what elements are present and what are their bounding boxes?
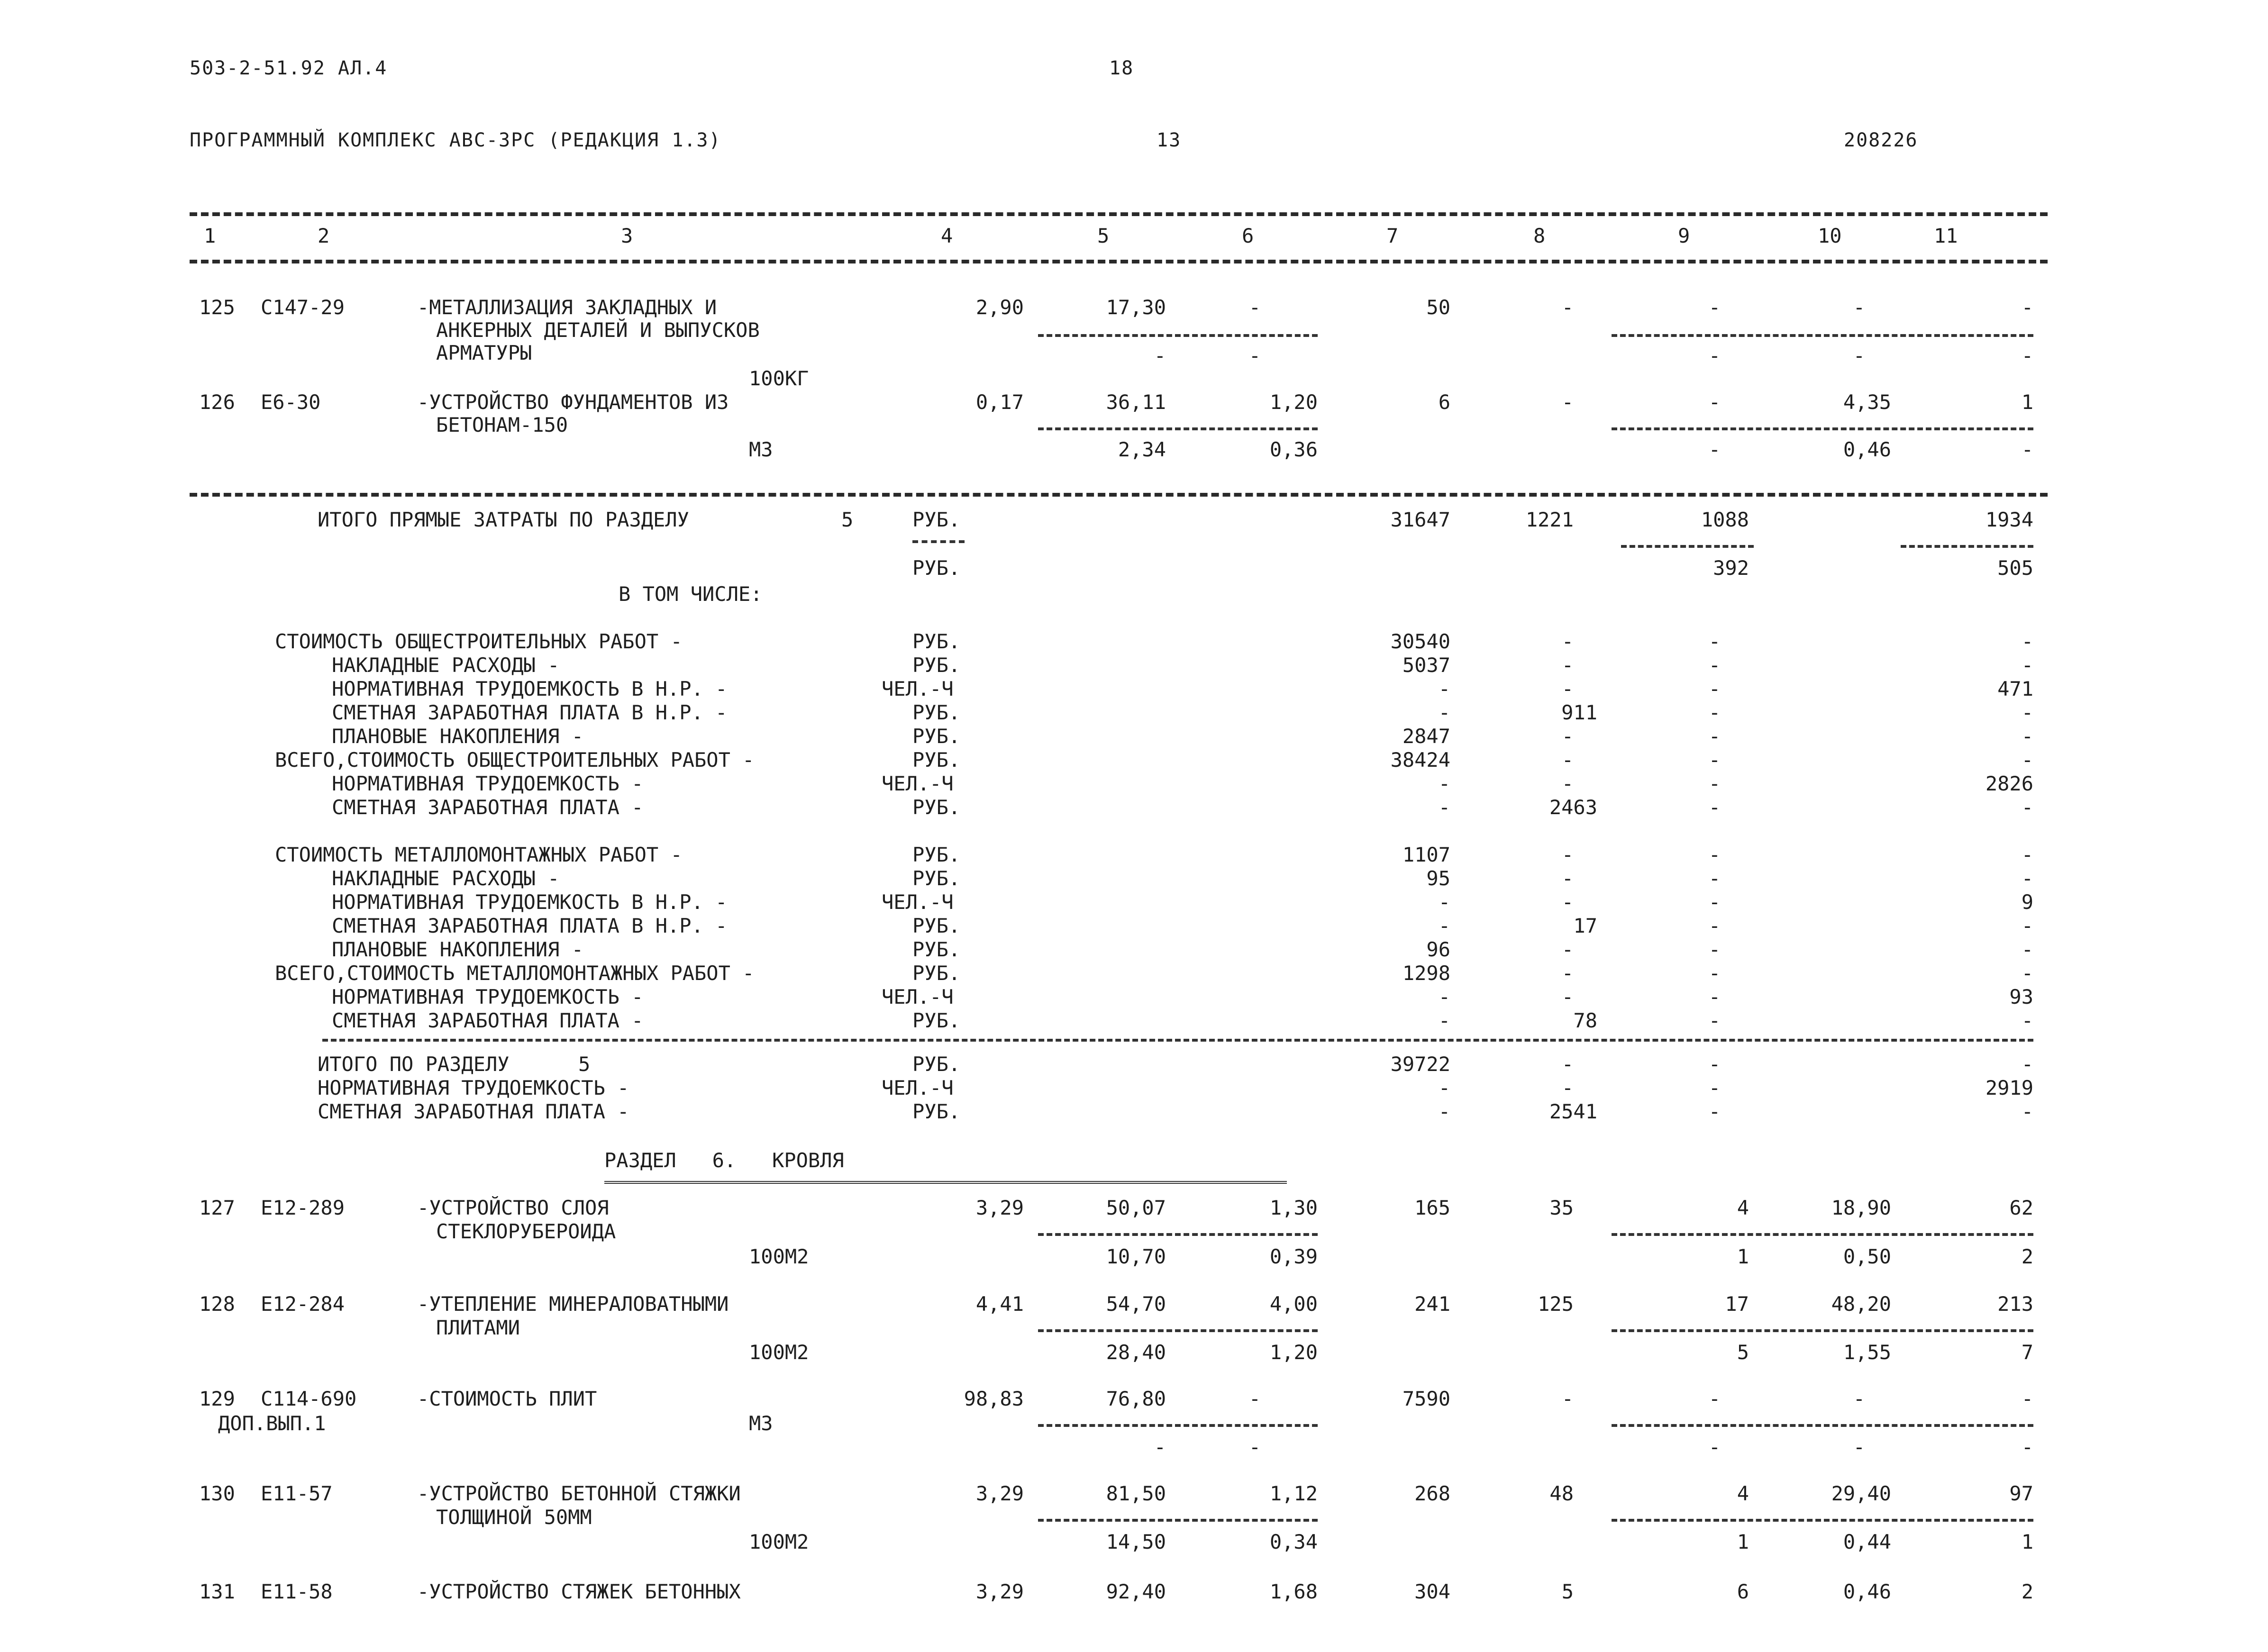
- cell-c6: 1,68: [1269, 1580, 1318, 1603]
- sheet-number: 13: [1157, 129, 1182, 151]
- line-c7: 30540: [1390, 630, 1450, 653]
- cell-c10-sub: -: [1853, 1435, 1865, 1459]
- line-c9: -: [1708, 630, 1721, 653]
- line-label: ВСЕГО,СТОИМОСТЬ ОБЩЕСТРОИТЕЛЬНЫХ РАБОТ -: [275, 748, 755, 772]
- cell-c7: 6: [1438, 390, 1450, 414]
- total-c7: 31647: [1390, 508, 1450, 531]
- cell-c6: 1,20: [1269, 390, 1318, 414]
- line-c9: -: [1708, 701, 1721, 724]
- column-header: 2: [318, 224, 330, 247]
- cell-c4: 3,29: [975, 1580, 1024, 1603]
- cell-c7: 241: [1414, 1292, 1450, 1316]
- line-c11: -: [2021, 1053, 2033, 1076]
- row-code-note: ДОП.ВЫП.1: [218, 1412, 326, 1435]
- section-6-underline: [604, 1181, 1287, 1184]
- page-number: 18: [1109, 57, 1134, 79]
- row-code: Е11-57: [261, 1482, 333, 1505]
- line-label: НАКЛАДНЫЕ РАСХОДЫ -: [332, 654, 560, 677]
- line-unit: РУБ.: [912, 796, 961, 819]
- cell-c10: 0,46: [1843, 1580, 1891, 1603]
- line-c9: -: [1708, 867, 1721, 890]
- row-name: -УСТРОЙСТВО БЕТОННОЙ СТЯЖКИ: [417, 1482, 741, 1505]
- line-c9: -: [1708, 843, 1721, 866]
- cell-c5: 17,30: [1106, 296, 1166, 319]
- row-name: -УСТРОЙСТВО СЛОЯ: [417, 1196, 609, 1219]
- divider: [1038, 427, 1318, 430]
- cell-c9: 6: [1737, 1580, 1749, 1603]
- total-c11: 1934: [1985, 508, 2033, 531]
- cell-c8: 5: [1561, 1580, 1574, 1603]
- row-unit: М3: [749, 438, 773, 461]
- row-code: Е6-30: [261, 390, 321, 414]
- divider: [912, 540, 965, 543]
- cell-c9: 4: [1737, 1482, 1749, 1505]
- line-unit: РУБ.: [912, 843, 961, 866]
- cell-c5: 76,80: [1106, 1387, 1166, 1410]
- line-unit: ЧЕЛ.-Ч: [882, 772, 954, 795]
- section-rule: [190, 493, 2048, 497]
- section-6-title: РАЗДЕЛ 6. КРОВЛЯ: [604, 1149, 844, 1172]
- column-header: 6: [1242, 224, 1254, 247]
- column-header: 1: [204, 224, 216, 247]
- cell-c6: -: [1248, 296, 1261, 319]
- divider: [1612, 1329, 2033, 1332]
- line-c7: -: [1438, 701, 1450, 724]
- line-c9: -: [1708, 962, 1721, 985]
- cell-c11-sub: 7: [2021, 1341, 2033, 1364]
- line-unit: ЧЕЛ.-Ч: [882, 1076, 954, 1099]
- line-unit: РУБ.: [912, 725, 961, 748]
- line-c8: -: [1561, 725, 1574, 748]
- column-header: 3: [621, 224, 633, 247]
- cell-c9: -: [1708, 390, 1721, 414]
- cell-c4: 2,90: [975, 296, 1024, 319]
- cell-c11: 1: [2021, 390, 2033, 414]
- line-c7: 5037: [1402, 654, 1450, 677]
- total-section: 5: [841, 508, 854, 531]
- line-c7: -: [1438, 772, 1450, 795]
- row-unit: М3: [749, 1412, 773, 1435]
- line-c8: -: [1561, 748, 1574, 772]
- line-c7: -: [1438, 914, 1450, 937]
- line-c8: 78: [1573, 1009, 1597, 1032]
- line-c8: -: [1561, 772, 1574, 795]
- line-label: НОРМАТИВНАЯ ТРУДОЕМКОСТЬ -: [332, 772, 644, 795]
- line-label: ИТОГО ПО РАЗДЕЛУ: [318, 1053, 510, 1076]
- column-header: 4: [941, 224, 953, 247]
- line-c7: -: [1438, 1100, 1450, 1123]
- cell-c10: -: [1853, 1387, 1865, 1410]
- column-header: 11: [1934, 224, 1958, 247]
- line-c11: -: [2021, 1009, 2033, 1032]
- line-unit: РУБ.: [912, 867, 961, 890]
- line-label: СМЕТНАЯ ЗАРАБОТНАЯ ПЛАТА -: [332, 796, 644, 819]
- line-unit: РУБ.: [912, 630, 961, 653]
- cell-c11: -: [2021, 296, 2033, 319]
- cell-c9: 4: [1737, 1196, 1749, 1219]
- cell-c5: 50,07: [1106, 1196, 1166, 1219]
- line-c11: 471: [1997, 677, 2033, 700]
- row-unit: 100М2: [749, 1530, 809, 1553]
- line-c9: -: [1708, 890, 1721, 914]
- cell-c5-sub: 14,50: [1106, 1530, 1166, 1553]
- line-c8: -: [1561, 677, 1574, 700]
- row-number: 126: [199, 390, 235, 414]
- line-c9: -: [1708, 748, 1721, 772]
- row-number: 127: [199, 1196, 235, 1219]
- line-c7: -: [1438, 1076, 1450, 1099]
- cell-c7: 304: [1414, 1580, 1450, 1603]
- cell-c11-sub: 2: [2021, 1245, 2033, 1268]
- line-c11: -: [2021, 938, 2033, 961]
- row-code: С114-690: [261, 1387, 357, 1410]
- row-name: АРМАТУРЫ: [436, 341, 532, 364]
- row-number: 131: [199, 1580, 235, 1603]
- cell-c6-sub: 0,36: [1269, 438, 1318, 461]
- cell-c9: -: [1708, 296, 1721, 319]
- line-label: НОРМАТИВНАЯ ТРУДОЕМКОСТЬ -: [332, 985, 644, 1008]
- line-c11: -: [2021, 725, 2033, 748]
- total-unit: РУБ.: [912, 508, 961, 531]
- program-title: ПРОГРАММНЫЙ КОМПЛЕКС АВС-3РС (РЕДАКЦИЯ 1.3): [190, 129, 721, 151]
- cell-c10: 48,20: [1831, 1292, 1891, 1316]
- cell-c4: 4,41: [975, 1292, 1024, 1316]
- line-c9: -: [1708, 985, 1721, 1008]
- column-header: 9: [1678, 224, 1690, 247]
- divider: [1038, 1233, 1318, 1236]
- cell-c11: 2: [2021, 1580, 2033, 1603]
- column-header: 5: [1097, 224, 1110, 247]
- line-unit: ЧЕЛ.-Ч: [882, 677, 954, 700]
- line-c9: -: [1708, 1009, 1721, 1032]
- row-name: -УСТРОЙСТВО СТЯЖЕК БЕТОННЫХ: [417, 1580, 741, 1603]
- row-code: Е12-284: [261, 1292, 345, 1316]
- row-name: АНКЕРНЫХ ДЕТАЛЕЙ И ВЫПУСКОВ: [436, 318, 760, 342]
- cell-c9-sub: -: [1708, 438, 1721, 461]
- divider: [1038, 334, 1318, 337]
- line-c11: -: [2021, 796, 2033, 819]
- line-c9: -: [1708, 725, 1721, 748]
- cell-c11: 97: [2009, 1482, 2033, 1505]
- line-c9: -: [1708, 796, 1721, 819]
- header-top-rule: [190, 212, 2048, 216]
- cell-c6: -: [1248, 1387, 1261, 1410]
- cell-c10-sub: 0,44: [1843, 1530, 1891, 1553]
- line-label: НАКЛАДНЫЕ РАСХОДЫ -: [332, 867, 560, 890]
- line-c8: -: [1561, 985, 1574, 1008]
- divider: [1612, 1424, 2033, 1427]
- cell-c5-sub: 2,34: [1118, 438, 1166, 461]
- line-c9: -: [1708, 1076, 1721, 1099]
- column-header: 7: [1386, 224, 1399, 247]
- line-unit: РУБ.: [912, 748, 961, 772]
- row-code: С147-29: [261, 296, 345, 319]
- column-header: 8: [1533, 224, 1546, 247]
- line-label: НОРМАТИВНАЯ ТРУДОЕМКОСТЬ В Н.Р. -: [332, 677, 728, 700]
- line-c8: -: [1561, 654, 1574, 677]
- row-name: ПЛИТАМИ: [436, 1316, 520, 1339]
- cell-c7: 7590: [1402, 1387, 1450, 1410]
- divider: [1038, 1329, 1318, 1332]
- line-label: ПЛАНОВЫЕ НАКОПЛЕНИЯ -: [332, 725, 584, 748]
- row-code: Е11-58: [261, 1580, 333, 1603]
- line-label: СТОИМОСТЬ ОБЩЕСТРОИТЕЛЬНЫХ РАБОТ -: [275, 630, 683, 653]
- cell-c6: 4,00: [1269, 1292, 1318, 1316]
- divider: [1612, 334, 2033, 337]
- header-bottom-rule: [190, 260, 2048, 263]
- cell-c11-sub: -: [2021, 344, 2033, 367]
- cell-c8: 48: [1549, 1482, 1574, 1505]
- row-code: Е12-289: [261, 1196, 345, 1219]
- line-unit: РУБ.: [912, 654, 961, 677]
- line-c11: 93: [2009, 985, 2033, 1008]
- total-c11-sub: 505: [1997, 556, 2033, 580]
- row-number: 130: [199, 1482, 235, 1505]
- cell-c5-sub: 10,70: [1106, 1245, 1166, 1268]
- line-unit: РУБ.: [912, 701, 961, 724]
- line-c7: 1298: [1402, 962, 1450, 985]
- total-c9-sub: 392: [1713, 556, 1749, 580]
- cell-c10-sub: -: [1853, 344, 1865, 367]
- row-number: 125: [199, 296, 235, 319]
- cell-c6-sub: 1,20: [1269, 1341, 1318, 1364]
- cell-c6-sub: -: [1248, 344, 1261, 367]
- line-label: СМЕТНАЯ ЗАРАБОТНАЯ ПЛАТА -: [318, 1100, 629, 1123]
- line-c8: -: [1561, 1076, 1574, 1099]
- cell-c10-sub: 0,50: [1843, 1245, 1891, 1268]
- divider: [1621, 545, 1754, 548]
- line-c11: -: [2021, 914, 2033, 937]
- line-c11: -: [2021, 962, 2033, 985]
- line-c11: -: [2021, 630, 2033, 653]
- cell-c9-sub: 5: [1737, 1341, 1749, 1364]
- line-label: СМЕТНАЯ ЗАРАБОТНАЯ ПЛАТА В Н.Р. -: [332, 701, 728, 724]
- cell-c11: 213: [1997, 1292, 2033, 1316]
- cell-c11: -: [2021, 1387, 2033, 1410]
- line-label: СМЕТНАЯ ЗАРАБОТНАЯ ПЛАТА В Н.Р. -: [332, 914, 728, 937]
- total-label: ИТОГО ПРЯМЫЕ ЗАТРАТЫ ПО РАЗДЕЛУ: [318, 508, 689, 531]
- line-unit: РУБ.: [912, 938, 961, 961]
- row-unit: 100М2: [749, 1245, 809, 1268]
- line-c11: 2919: [1985, 1076, 2033, 1099]
- line-c7: -: [1438, 796, 1450, 819]
- cell-c6-sub: 0,39: [1269, 1245, 1318, 1268]
- row-name: -МЕТАЛЛИЗАЦИЯ ЗАКЛАДНЫХ И: [417, 296, 717, 319]
- row-name: -УСТРОЙСТВО ФУНДАМЕНТОВ ИЗ: [417, 390, 729, 414]
- line-c8: 2541: [1549, 1100, 1597, 1123]
- line-c8: -: [1561, 867, 1574, 890]
- including-label: В ТОМ ЧИСЛЕ:: [619, 582, 763, 606]
- cell-c5: 81,50: [1106, 1482, 1166, 1505]
- cell-c9: 17: [1725, 1292, 1749, 1316]
- cell-c10: 18,90: [1831, 1196, 1891, 1219]
- line-unit: ЧЕЛ.-Ч: [882, 890, 954, 914]
- line-unit: РУБ.: [912, 1009, 961, 1032]
- cell-c9-sub: -: [1708, 344, 1721, 367]
- cell-c11-sub: 1: [2021, 1530, 2033, 1553]
- line-c8: -: [1561, 630, 1574, 653]
- cell-c9-sub: -: [1708, 1435, 1721, 1459]
- line-c8: -: [1561, 962, 1574, 985]
- line-c7: 2847: [1402, 725, 1450, 748]
- line-c8: -: [1561, 890, 1574, 914]
- line-c7: -: [1438, 890, 1450, 914]
- cell-c9-sub: 1: [1737, 1245, 1749, 1268]
- line-c7: 1107: [1402, 843, 1450, 866]
- divider: [1038, 1519, 1318, 1522]
- line-c8: 911: [1561, 701, 1597, 724]
- section-total-rule: [322, 1039, 2033, 1042]
- divider: [1901, 545, 2033, 548]
- line-c9: -: [1708, 914, 1721, 937]
- row-unit: 100КГ: [749, 367, 809, 390]
- line-c7: -: [1438, 985, 1450, 1008]
- line-unit: ЧЕЛ.-Ч: [882, 985, 954, 1008]
- line-c7: 95: [1426, 867, 1450, 890]
- cell-c6-sub: 0,34: [1269, 1530, 1318, 1553]
- cell-c4: 3,29: [975, 1482, 1024, 1505]
- cell-c4: 0,17: [975, 390, 1024, 414]
- row-name: БЕТОНАМ-150: [436, 413, 568, 436]
- line-c9: -: [1708, 772, 1721, 795]
- cell-c7: 50: [1426, 296, 1450, 319]
- cell-c8: 35: [1549, 1196, 1574, 1219]
- row-name: СТЕКЛОРУБЕРОИДА: [436, 1220, 616, 1243]
- line-c8: 17: [1573, 914, 1597, 937]
- cell-c4: 98,83: [964, 1387, 1024, 1410]
- line-c8: 2463: [1549, 796, 1597, 819]
- line-unit: РУБ.: [912, 1100, 961, 1123]
- cell-c5-sub: 28,40: [1106, 1341, 1166, 1364]
- cell-c9-sub: 1: [1737, 1530, 1749, 1553]
- divider: [1612, 427, 2033, 430]
- line-c8: -: [1561, 938, 1574, 961]
- line-label: ВСЕГО,СТОИМОСТЬ МЕТАЛЛОМОНТАЖНЫХ РАБОТ -: [275, 962, 755, 985]
- document-code: 208226: [1844, 129, 1918, 151]
- line-c11: -: [2021, 654, 2033, 677]
- total-c9: 1088: [1701, 508, 1749, 531]
- cell-c6-sub: -: [1248, 1435, 1261, 1459]
- line-c7: 38424: [1390, 748, 1450, 772]
- divider: [1612, 1519, 2033, 1522]
- line-c11: -: [2021, 867, 2033, 890]
- line-unit: РУБ.: [912, 962, 961, 985]
- line-c11: -: [2021, 843, 2033, 866]
- cell-c11-sub: -: [2021, 438, 2033, 461]
- cell-c8: -: [1561, 390, 1574, 414]
- line-label: ПЛАНОВЫЕ НАКОПЛЕНИЯ -: [332, 938, 584, 961]
- row-name: ТОЛЩИНОЙ 50ММ: [436, 1506, 592, 1529]
- cell-c11-sub: -: [2021, 1435, 2033, 1459]
- cell-c9: -: [1708, 1387, 1721, 1410]
- cell-c6: 1,12: [1269, 1482, 1318, 1505]
- line-c7: 39722: [1390, 1053, 1450, 1076]
- row-number: 128: [199, 1292, 235, 1316]
- total-unit: РУБ.: [912, 556, 961, 580]
- line-label: НОРМАТИВНАЯ ТРУДОЕМКОСТЬ В Н.Р. -: [332, 890, 728, 914]
- line-c9: -: [1708, 654, 1721, 677]
- cell-c8: -: [1561, 296, 1574, 319]
- line-c11: -: [2021, 748, 2033, 772]
- cell-c10-sub: 1,55: [1843, 1341, 1891, 1364]
- line-c8: -: [1561, 843, 1574, 866]
- cell-c7: 165: [1414, 1196, 1450, 1219]
- row-unit: 100М2: [749, 1341, 809, 1364]
- line-unit: РУБ.: [912, 1053, 961, 1076]
- column-header: 10: [1818, 224, 1842, 247]
- divider: [1612, 1233, 2033, 1236]
- row-name: -УТЕПЛЕНИЕ МИНЕРАЛОВАТНЫМИ: [417, 1292, 729, 1316]
- cell-c5: 54,70: [1106, 1292, 1166, 1316]
- total-c8: 1221: [1525, 508, 1574, 531]
- divider: [1038, 1424, 1318, 1427]
- cell-c5: 92,40: [1106, 1580, 1166, 1603]
- doc-code: 503-2-51.92 АЛ.4: [190, 57, 388, 79]
- cell-c10: 4,35: [1843, 390, 1891, 414]
- cell-c10: -: [1853, 296, 1865, 319]
- line-c7: -: [1438, 677, 1450, 700]
- line-label: НОРМАТИВНАЯ ТРУДОЕМКОСТЬ -: [318, 1076, 629, 1099]
- line-c11: -: [2021, 1100, 2033, 1123]
- cell-c4: 3,29: [975, 1196, 1024, 1219]
- line-label: СТОИМОСТЬ МЕТАЛЛОМОНТАЖНЫХ РАБОТ -: [275, 843, 683, 866]
- line-c7: -: [1438, 1009, 1450, 1032]
- line-unit: РУБ.: [912, 914, 961, 937]
- line-c9: -: [1708, 938, 1721, 961]
- row-name: -СТОИМОСТЬ ПЛИТ: [417, 1387, 597, 1410]
- cell-c8: -: [1561, 1387, 1574, 1410]
- line-label: СМЕТНАЯ ЗАРАБОТНАЯ ПЛАТА -: [332, 1009, 644, 1032]
- line-c11: -: [2021, 701, 2033, 724]
- cell-c10-sub: 0,46: [1843, 438, 1891, 461]
- line-c9: -: [1708, 1053, 1721, 1076]
- cell-c5-sub: -: [1154, 344, 1166, 367]
- cell-c5: 36,11: [1106, 390, 1166, 414]
- line-c11: 2826: [1985, 772, 2033, 795]
- row-number: 129: [199, 1387, 235, 1410]
- line-c7: 96: [1426, 938, 1450, 961]
- cell-c10: 29,40: [1831, 1482, 1891, 1505]
- line-c11: 9: [2021, 890, 2033, 914]
- line-c9: -: [1708, 677, 1721, 700]
- cell-c7: 268: [1414, 1482, 1450, 1505]
- line-section: 5: [578, 1053, 591, 1076]
- line-c9: -: [1708, 1100, 1721, 1123]
- cell-c6: 1,30: [1269, 1196, 1318, 1219]
- line-c8: -: [1561, 1053, 1574, 1076]
- cell-c8: 125: [1538, 1292, 1574, 1316]
- cell-c11: 62: [2009, 1196, 2033, 1219]
- cell-c5-sub: -: [1154, 1435, 1166, 1459]
